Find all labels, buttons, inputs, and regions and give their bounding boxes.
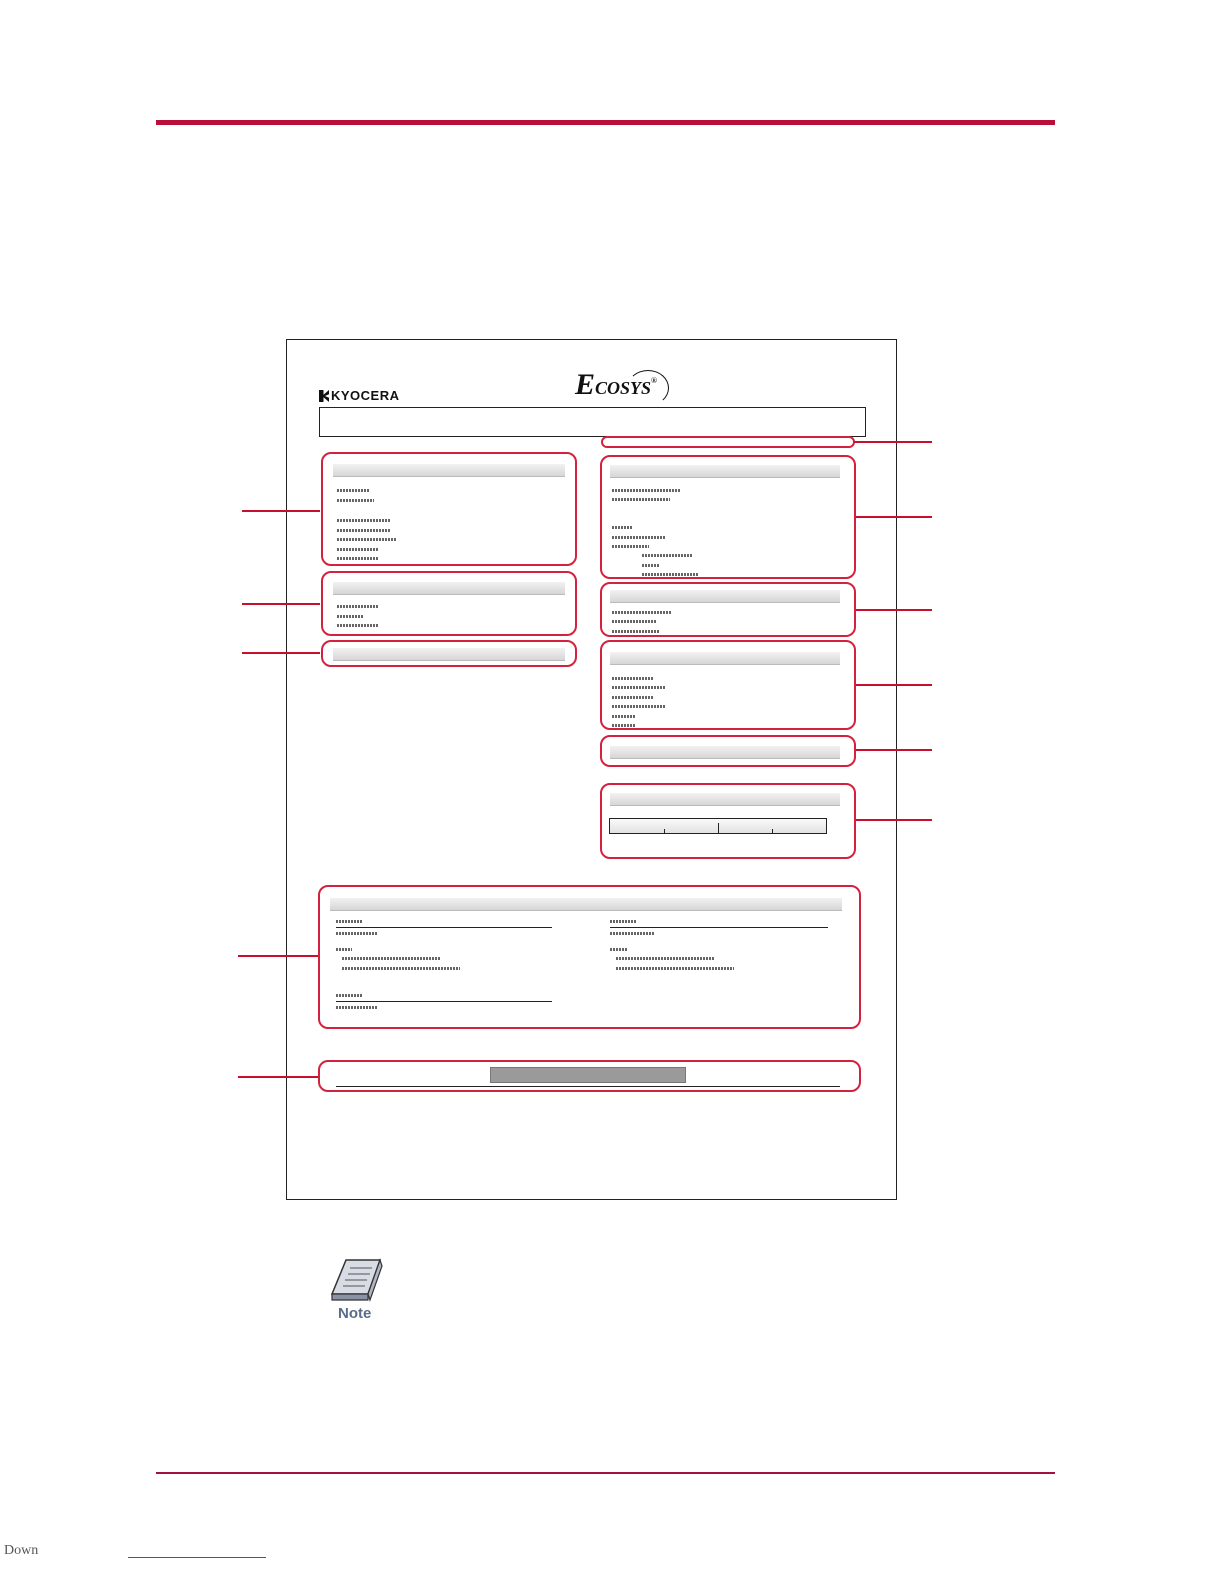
callout-line — [238, 955, 318, 957]
text-line — [337, 615, 363, 618]
text-line — [612, 536, 665, 539]
status-message-bar — [490, 1067, 686, 1083]
callout-line — [856, 516, 932, 518]
text-line — [612, 724, 636, 727]
text-line — [342, 967, 460, 970]
callout-line — [238, 1076, 318, 1078]
footer-link-underline[interactable] — [128, 1557, 266, 1558]
region-firmware — [601, 436, 855, 448]
text-line — [612, 545, 649, 548]
text-line — [642, 564, 660, 567]
section-header-bar — [333, 648, 565, 661]
text-line — [612, 611, 672, 614]
text-line — [336, 994, 362, 997]
region-installed-options — [600, 455, 856, 579]
section-header-bar — [333, 464, 565, 477]
text-line — [612, 489, 680, 492]
ecosys-logo-main: E — [575, 368, 596, 401]
section-header-bar — [330, 898, 842, 911]
text-line — [336, 932, 378, 935]
callout-line — [854, 441, 932, 443]
text-line — [337, 519, 391, 522]
text-line — [610, 948, 628, 951]
section-header-bar — [610, 652, 840, 665]
text-line — [336, 948, 352, 951]
status-page-sample — [286, 339, 897, 1200]
gauge-tick — [772, 829, 773, 833]
toner-gauge — [609, 818, 827, 834]
text-line — [612, 630, 659, 633]
ecosys-logo — [575, 368, 657, 402]
region-interface-info — [318, 885, 861, 1029]
text-line — [337, 489, 369, 492]
text-line — [337, 605, 379, 608]
section-header-bar — [610, 793, 840, 806]
kyocera-mark-icon — [319, 390, 329, 402]
kyocera-logo — [319, 388, 400, 403]
text-line — [337, 538, 396, 541]
text-line — [616, 967, 734, 970]
text-line — [337, 529, 391, 532]
section-header-bar — [610, 465, 840, 478]
footer-truncated-text: Down — [4, 1543, 39, 1558]
text-line — [616, 957, 714, 960]
text-line — [612, 498, 670, 501]
callout-line — [856, 609, 932, 611]
callout-line — [242, 652, 320, 654]
text-line — [610, 932, 654, 935]
callout-line — [242, 603, 320, 605]
text-line — [612, 526, 632, 529]
ecosys-arc-icon — [627, 370, 669, 406]
note-label: Note — [338, 1305, 372, 1322]
text-line — [336, 920, 362, 923]
section-header-bar — [333, 582, 565, 595]
ecosys-logo-reg: ® — [651, 376, 658, 385]
section-header-bar — [610, 590, 840, 603]
header-rule — [156, 120, 1055, 125]
text-line — [612, 620, 657, 623]
kyocera-logo-text: KYOCERA — [331, 388, 400, 403]
text-line — [642, 554, 692, 557]
text-line — [610, 920, 636, 923]
page-title-box — [319, 407, 866, 437]
region-network-status — [600, 735, 856, 767]
region-page-count — [600, 582, 856, 637]
text-line — [642, 573, 698, 576]
text-line — [336, 1006, 378, 1009]
underline — [336, 1001, 552, 1002]
region-page-info — [321, 640, 577, 667]
region-hardware-info — [321, 452, 577, 566]
callout-line — [856, 684, 932, 686]
section-header-bar — [610, 746, 840, 759]
text-line — [612, 677, 653, 680]
text-line — [337, 548, 379, 551]
text-line — [612, 705, 666, 708]
gauge-tick — [664, 829, 665, 833]
text-line — [337, 624, 379, 627]
callout-line — [242, 510, 320, 512]
text-line — [612, 686, 666, 689]
text-line — [612, 696, 654, 699]
footer-rule — [156, 1472, 1055, 1474]
underline — [336, 927, 552, 928]
underline — [336, 1086, 840, 1087]
gauge-tick — [718, 823, 719, 833]
text-line — [337, 499, 374, 502]
text-line — [337, 557, 379, 560]
callout-line — [856, 749, 932, 751]
region-paper-settings — [600, 640, 856, 730]
callout-line — [856, 819, 932, 821]
underline — [610, 927, 828, 928]
ecosys-logo-small: COSYS — [595, 378, 652, 398]
region-memory — [321, 571, 577, 636]
text-line — [612, 715, 636, 718]
text-line — [342, 957, 440, 960]
